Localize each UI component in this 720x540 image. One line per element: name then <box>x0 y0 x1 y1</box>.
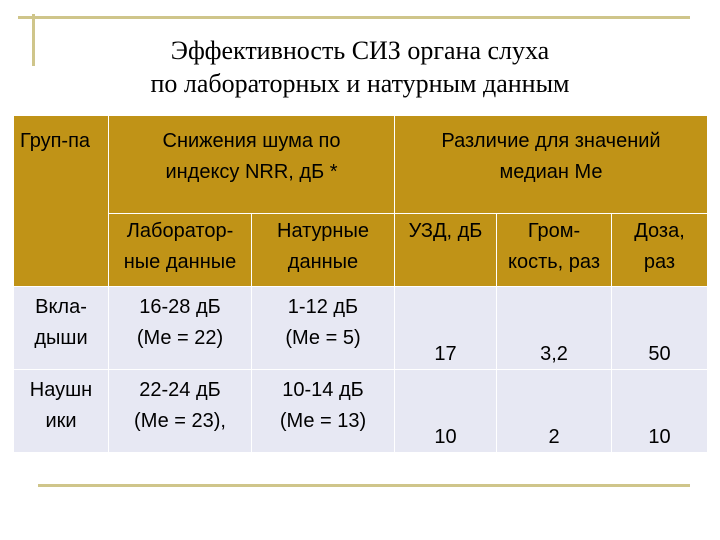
header-field <box>252 214 395 287</box>
row-uzd-value: 10 <box>434 426 457 448</box>
header-loudness <box>497 214 612 287</box>
row-name-cell <box>14 370 109 453</box>
title-line-1: Эффективность СИЗ органа слуха <box>170 36 550 65</box>
row-loudness-value: 2 <box>548 426 560 448</box>
row-lab-range: 22-24 дБ <box>139 379 221 401</box>
top-decor-line <box>18 16 690 19</box>
header-lab-line-1: Лаборатор- <box>126 220 234 242</box>
row-dose-value: 50 <box>648 343 671 365</box>
row-lab-cell <box>109 370 252 453</box>
row-field-cell <box>252 287 395 370</box>
row-uzd-cell <box>395 370 497 453</box>
row-lab-range: 16-28 дБ <box>139 296 221 318</box>
row-dose-value: 10 <box>648 426 671 448</box>
row-loudness-cell <box>497 287 612 370</box>
table-row <box>14 287 708 370</box>
row-uzd-value: 17 <box>434 343 457 365</box>
title-line-2: по лабораторных и натурным данным <box>150 69 570 98</box>
header-dose <box>612 214 708 287</box>
row-dose-cell <box>612 287 708 370</box>
header-field-line-2: данные <box>287 251 359 273</box>
row-name-line-1: Вкла- <box>35 296 87 318</box>
header-lab-line-2: ные данные <box>123 251 237 273</box>
header-row-1 <box>14 116 708 214</box>
row-name-cell <box>14 287 109 370</box>
row-name-line-2: ики <box>45 410 77 432</box>
header-noise-reduction-line-2: индексу NRR, дБ * <box>165 161 338 183</box>
header-group-label: Груп-па <box>20 130 91 152</box>
header-noise-reduction-line-1: Снижения шума по <box>162 130 341 152</box>
efficiency-table <box>13 115 708 453</box>
header-lab <box>109 214 252 287</box>
table-row <box>14 370 708 453</box>
row-lab-cell <box>109 287 252 370</box>
header-difference-line-2: медиан Ме <box>499 161 603 183</box>
row-name-line-2: дыши <box>34 327 88 349</box>
row-field-median: (Ме = 5) <box>285 327 361 349</box>
header-difference-line-1: Различие для значений <box>441 130 661 152</box>
row-lab-median: (Ме = 22) <box>136 327 224 349</box>
row-field-cell <box>252 370 395 453</box>
header-noise-reduction <box>109 116 395 214</box>
header-loudness-line-1: Гром- <box>527 220 581 242</box>
row-lab-median: (Ме = 23), <box>134 410 226 432</box>
header-group <box>14 116 109 287</box>
row-name-line-1: Наушн <box>29 379 93 401</box>
slide-title <box>0 34 720 100</box>
row-field-range: 10-14 дБ <box>282 379 364 401</box>
row-field-range: 1-12 дБ <box>287 296 359 318</box>
row-loudness-cell <box>497 370 612 453</box>
header-uzd-label: УЗД, дБ <box>408 220 483 242</box>
header-uzd <box>395 214 497 287</box>
header-loudness-line-2: кость, раз <box>508 251 600 273</box>
header-row-2 <box>14 214 708 287</box>
row-loudness-value: 3,2 <box>540 343 568 365</box>
header-dose-line-1: Доза, <box>634 220 685 242</box>
row-dose-cell <box>612 370 708 453</box>
header-field-line-1: Натурные <box>277 220 369 242</box>
row-uzd-cell <box>395 287 497 370</box>
row-field-median: (Ме = 13) <box>279 410 367 432</box>
header-dose-line-2: раз <box>643 251 676 273</box>
header-difference <box>395 116 708 214</box>
bottom-decor-line <box>38 484 690 487</box>
